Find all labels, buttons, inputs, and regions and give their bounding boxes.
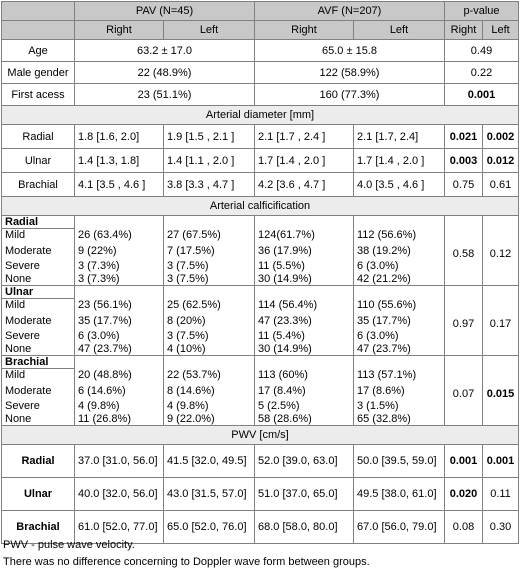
- value-cell: 1.9 [1.5 , 2.1 ]: [164, 125, 255, 149]
- value-cell: 37.0 [31.0, 56.0]: [75, 445, 164, 478]
- blank-cell: [445, 286, 483, 299]
- value-cell: 40.0 [32.0, 56.0]: [75, 478, 164, 511]
- value-cell: 8 (20%): [164, 312, 255, 330]
- value-cell: 20 (48.8%): [75, 369, 164, 382]
- value-cell: 35 (17.7%): [75, 312, 164, 330]
- section-title-calcification: Arterial calficification: [2, 197, 519, 216]
- value-cell: 1.7 [1.4 , 2.0 ]: [255, 149, 354, 173]
- value-cell: 3 (7.5%): [164, 260, 255, 273]
- p-value-left: [483, 273, 519, 286]
- header-blank: [2, 2, 75, 21]
- level-label: Severe: [2, 400, 75, 413]
- value-cell: 30 (14.9%): [255, 343, 354, 356]
- header-right: Right: [75, 21, 164, 40]
- row-label: Age: [2, 40, 75, 62]
- value-cell: 49.5 [38.0, 61.0]: [354, 478, 445, 511]
- p-value-right: 0.75: [445, 173, 483, 197]
- p-value-left: [483, 400, 519, 413]
- p-value-left: 0.002: [483, 125, 519, 149]
- pwv-row: [2, 478, 519, 511]
- header-right: Right: [445, 21, 483, 40]
- value-cell: 50.0 [39.5, 59.0]: [354, 445, 445, 478]
- blank-cell: [164, 216, 255, 229]
- header-pav: PAV (N=45): [75, 2, 255, 21]
- value-cell: 4.0 [3.5 , 4.6 ]: [354, 173, 445, 197]
- p-value-right: 0.58: [445, 242, 483, 260]
- row-label: Brachial: [2, 511, 75, 544]
- value-cell: 3 (7.3%): [75, 273, 164, 286]
- p-value-left: [483, 299, 519, 312]
- p-value-left: [483, 330, 519, 343]
- header-row-groups: [2, 2, 519, 21]
- note-doppler: There was no difference concerning to Doppler wave form between groups.: [3, 556, 370, 568]
- demographic-row: [2, 62, 519, 84]
- value-cell: 6 (3.0%): [354, 260, 445, 273]
- section-row: [2, 106, 519, 125]
- value-cell: 11 (5.4%): [255, 330, 354, 343]
- value-cell: 9 (22.0%): [164, 413, 255, 426]
- value-cell: 65 (32.8%): [354, 413, 445, 426]
- header-right: Right: [255, 21, 354, 40]
- value-cell: 43.0 [31.5, 57.0]: [164, 478, 255, 511]
- demographic-row: [2, 84, 519, 106]
- level-label: Mild: [2, 229, 75, 242]
- value-cell: 25 (62.5%): [164, 299, 255, 312]
- value-cell: 22 (53.7%): [164, 369, 255, 382]
- header-left: Left: [483, 21, 519, 40]
- value-cell: 65.0 [52.0, 76.0]: [164, 511, 255, 544]
- calcification-level-row: [2, 413, 519, 426]
- note-pwv-definition: PWV - pulse wave velocity.: [3, 539, 135, 551]
- diameter-row: [2, 149, 519, 173]
- row-label: Radial: [2, 445, 75, 478]
- blank-cell: [445, 356, 483, 369]
- row-label: Ulnar: [2, 149, 75, 173]
- value-cell: 61.0 [52.0, 77.0]: [75, 511, 164, 544]
- value-cell: 30 (14.9%): [255, 273, 354, 286]
- p-value-right: 0.020: [445, 478, 483, 511]
- value-cell: 38 (19.2%): [354, 242, 445, 260]
- p-value-right: [445, 330, 483, 343]
- value-cell: 3 (7.5%): [164, 330, 255, 343]
- p-value-right: [445, 273, 483, 286]
- blank-cell: [445, 216, 483, 229]
- section-title-diameter: Arterial diameter [mm]: [2, 106, 519, 125]
- group-label: Ulnar: [2, 286, 75, 299]
- p-value-left: 0.17: [483, 312, 519, 330]
- p-value-left: [483, 369, 519, 382]
- group-label: Brachial: [2, 356, 75, 369]
- value-cell: 6 (14.6%): [75, 382, 164, 400]
- value-cell: 4 (10%): [164, 343, 255, 356]
- header-left: Left: [354, 21, 445, 40]
- p-value-right: [445, 260, 483, 273]
- value-cell: 41.5 [32.0, 49.5]: [164, 445, 255, 478]
- avf-value: 65.0 ± 15.8: [255, 40, 445, 62]
- calcification-level-row: [2, 369, 519, 382]
- value-cell: 36 (17.9%): [255, 242, 354, 260]
- level-label: None: [2, 343, 75, 356]
- blank-cell: [483, 356, 519, 369]
- calcification-group-row: [2, 356, 519, 369]
- p-value-right: [445, 369, 483, 382]
- calcification-level-row: [2, 343, 519, 356]
- value-cell: 4 (9.8%): [75, 400, 164, 413]
- blank-cell: [354, 286, 445, 299]
- section-title-pwv: PWV [cm/s]: [2, 426, 519, 445]
- value-cell: 3 (7.3%): [75, 260, 164, 273]
- value-cell: 51.0 [37.0, 65.0]: [255, 478, 354, 511]
- blank-cell: [483, 216, 519, 229]
- header-blank: [2, 21, 75, 40]
- value-cell: 26 (63.4%): [75, 229, 164, 242]
- header-avf: AVF (N=207): [255, 2, 445, 21]
- p-value-right: [445, 413, 483, 426]
- value-cell: 68.0 [58.0, 80.0]: [255, 511, 354, 544]
- value-cell: 11 (5.5%): [255, 260, 354, 273]
- blank-cell: [75, 356, 164, 369]
- value-cell: 1.4 [1.3, 1.8]: [75, 149, 164, 173]
- calcification-level-row: [2, 382, 519, 400]
- value-cell: 47 (23.3%): [255, 312, 354, 330]
- value-cell: 17 (8.4%): [255, 382, 354, 400]
- value-cell: 114 (56.4%): [255, 299, 354, 312]
- blank-cell: [483, 286, 519, 299]
- value-cell: 42 (21.2%): [354, 273, 445, 286]
- pwv-row: [2, 445, 519, 478]
- p-value-left: [483, 343, 519, 356]
- avf-value: 160 (77.3%): [255, 84, 445, 106]
- calcification-level-row: [2, 330, 519, 343]
- p-value-right: [445, 229, 483, 242]
- level-label: None: [2, 273, 75, 286]
- row-label: First acess: [2, 84, 75, 106]
- p-value-left: 0.015: [483, 382, 519, 400]
- level-label: Mild: [2, 369, 75, 382]
- calcification-group-row: [2, 216, 519, 229]
- value-cell: 4.2 [3.6 , 4.7 ]: [255, 173, 354, 197]
- results-table: [1, 1, 519, 544]
- value-cell: 113 (60%): [255, 369, 354, 382]
- value-cell: 1.4 [1.1 , 2.0 ]: [164, 149, 255, 173]
- value-cell: 124(61.7%): [255, 229, 354, 242]
- calcification-level-row: [2, 260, 519, 273]
- value-cell: 3 (7.5%): [164, 273, 255, 286]
- blank-cell: [164, 356, 255, 369]
- p-value-right: 0.97: [445, 312, 483, 330]
- header-row-sides: [2, 21, 519, 40]
- pav-value: 22 (48.9%): [75, 62, 255, 84]
- value-cell: 3 (1.5%): [354, 400, 445, 413]
- value-cell: 52.0 [39.0, 63.0]: [255, 445, 354, 478]
- value-cell: 47 (23.7%): [75, 343, 164, 356]
- group-label: Radial: [2, 216, 75, 229]
- blank-cell: [354, 216, 445, 229]
- p-value-left: [483, 413, 519, 426]
- blank-cell: [255, 356, 354, 369]
- section-row: [2, 197, 519, 216]
- p-value-right: 0.001: [445, 445, 483, 478]
- value-cell: 58 (28.6%): [255, 413, 354, 426]
- p-value: 0.22: [445, 62, 519, 84]
- p-value-right: 0.021: [445, 125, 483, 149]
- value-cell: 8 (14.6%): [164, 382, 255, 400]
- level-label: Moderate: [2, 382, 75, 400]
- header-left: Left: [164, 21, 255, 40]
- row-label: Male gender: [2, 62, 75, 84]
- blank-cell: [255, 216, 354, 229]
- value-cell: 9 (22%): [75, 242, 164, 260]
- value-cell: 113 (57.1%): [354, 369, 445, 382]
- value-cell: 11 (26.8%): [75, 413, 164, 426]
- diameter-row: [2, 173, 519, 197]
- pav-value: 23 (51.1%): [75, 84, 255, 106]
- p-value: 0.49: [445, 40, 519, 62]
- p-value-left: 0.012: [483, 149, 519, 173]
- calcification-group-row: [2, 286, 519, 299]
- p-value: 0.001: [445, 84, 519, 106]
- demographic-row: [2, 40, 519, 62]
- value-cell: 3.8 [3.3 , 4.7 ]: [164, 173, 255, 197]
- calcification-level-row: [2, 273, 519, 286]
- blank-cell: [75, 216, 164, 229]
- value-cell: 112 (56.6%): [354, 229, 445, 242]
- value-cell: 5 (2.5%): [255, 400, 354, 413]
- p-value-right: 0.07: [445, 382, 483, 400]
- value-cell: 17 (8.6%): [354, 382, 445, 400]
- level-label: None: [2, 413, 75, 426]
- p-value-left: 0.12: [483, 242, 519, 260]
- row-label: Ulnar: [2, 478, 75, 511]
- value-cell: 1.7 [1.4 , 2.0 ]: [354, 149, 445, 173]
- p-value-left: 0.30: [483, 511, 519, 544]
- p-value-right: [445, 299, 483, 312]
- header-pvalue: p-value: [445, 2, 519, 21]
- value-cell: 4 (9.8%): [164, 400, 255, 413]
- p-value-left: 0.001: [483, 445, 519, 478]
- value-cell: 1.8 [1.6, 2.0]: [75, 125, 164, 149]
- blank-cell: [164, 286, 255, 299]
- value-cell: 2.1 [1.7, 2.4]: [354, 125, 445, 149]
- pav-value: 63.2 ± 17.0: [75, 40, 255, 62]
- blank-cell: [255, 286, 354, 299]
- calcification-level-row: [2, 299, 519, 312]
- blank-cell: [75, 286, 164, 299]
- calcification-level-row: [2, 312, 519, 330]
- level-label: Moderate: [2, 312, 75, 330]
- value-cell: 27 (67.5%): [164, 229, 255, 242]
- section-row: [2, 426, 519, 445]
- value-cell: 6 (3.0%): [75, 330, 164, 343]
- calcification-level-row: [2, 242, 519, 260]
- p-value-left: [483, 260, 519, 273]
- diameter-row: [2, 125, 519, 149]
- value-cell: 67.0 [56.0, 79.0]: [354, 511, 445, 544]
- level-label: Mild: [2, 299, 75, 312]
- avf-value: 122 (58.9%): [255, 62, 445, 84]
- value-cell: 7 (17.5%): [164, 242, 255, 260]
- calcification-level-row: [2, 229, 519, 242]
- value-cell: 23 (56.1%): [75, 299, 164, 312]
- value-cell: 110 (55.6%): [354, 299, 445, 312]
- value-cell: 6 (3.0%): [354, 330, 445, 343]
- table-notes: [3, 537, 517, 571]
- calcification-level-row: [2, 400, 519, 413]
- p-value-left: 0.61: [483, 173, 519, 197]
- p-value-right: 0.08: [445, 511, 483, 544]
- blank-cell: [354, 356, 445, 369]
- row-label: Brachial: [2, 173, 75, 197]
- value-cell: 47 (23.7%): [354, 343, 445, 356]
- p-value-left: [483, 229, 519, 242]
- p-value-right: [445, 400, 483, 413]
- p-value-right: [445, 343, 483, 356]
- level-label: Severe: [2, 260, 75, 273]
- value-cell: 2.1 [1.7 , 2.4 ]: [255, 125, 354, 149]
- value-cell: 35 (17.7%): [354, 312, 445, 330]
- p-value-right: 0.003: [445, 149, 483, 173]
- value-cell: 4.1 [3.5 , 4.6 ]: [75, 173, 164, 197]
- p-value-left: 0.11: [483, 478, 519, 511]
- level-label: Moderate: [2, 242, 75, 260]
- row-label: Radial: [2, 125, 75, 149]
- level-label: Severe: [2, 330, 75, 343]
